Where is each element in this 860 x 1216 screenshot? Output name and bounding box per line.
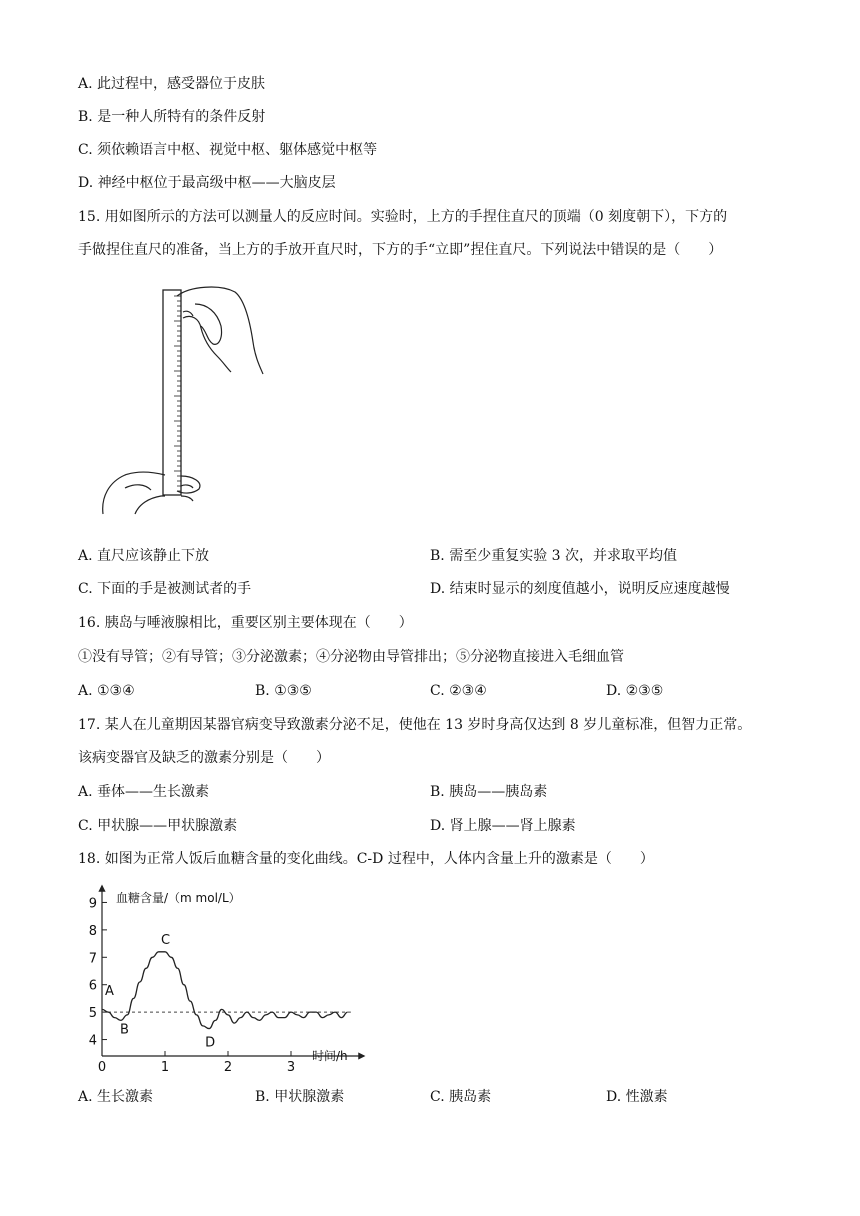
q15-option-c: C. 下面的手是被测试者的手 [78, 581, 252, 597]
q16-option-a: A. ①③④ [78, 683, 135, 699]
q18-option-d: D. 性激素 [606, 1089, 668, 1105]
x-tick-label: 1 [160, 1060, 170, 1075]
q17-option-b: B. 胰岛——胰岛素 [430, 784, 548, 800]
q18-option-c: C. 胰岛素 [430, 1089, 492, 1105]
x-tick-label: 0 [97, 1060, 107, 1075]
q16-option-b: B. ①③⑤ [255, 683, 312, 699]
q15-stem-line1: 15. 用如图所示的方法可以测量人的反应时间。实验时，上方的手捏住直尺的顶端（0 刻度朝下），下方的 [78, 209, 728, 225]
q17-option-a: A. 垂体——生长激素 [78, 784, 210, 800]
q18-option-b: B. 甲状腺激素 [255, 1089, 345, 1105]
y-tick-label: 7 [88, 951, 97, 967]
q18-option-a: A. 生长激素 [78, 1089, 154, 1105]
point-label-d: D [205, 1035, 216, 1051]
q14-option-b: B. 是一种人所特有的条件反射 [78, 109, 266, 125]
y-axis-title: 血糖含量/（m mol/L） [116, 891, 241, 905]
q15-option-b: B. 需至少重复实验 3 次，并求取平均值 [430, 548, 677, 564]
q15-stem-line2: 手做捏住直尺的准备，当上方的手放开直尺时，下方的手“立即”捏住直尺。下列说法中错误的是（ ） [78, 242, 723, 258]
y-tick-label: 9 [88, 896, 97, 912]
q14-option-a: A. 此过程中，感受器位于皮肤 [78, 76, 266, 92]
point-label-c: C [161, 932, 171, 948]
q15-option-d: D. 结束时显示的刻度值越小，说明反应速度越慢 [430, 581, 730, 597]
q18-stem: 18. 如图为正常人饭后血糖含量的变化曲线。C-D 过程中，人体内含量上升的激素是（ ） [78, 851, 654, 867]
y-tick-label: 8 [88, 923, 97, 939]
lower-hand [103, 472, 200, 514]
point-label-b: B [120, 1022, 129, 1038]
q17-stem-line1: 17. 某人在儿童期因某器官病变导致激素分泌不足，使他在 13 岁时身高仅达到 8 岁儿童标准，但智力正常。 [78, 717, 752, 733]
q15-option-a: A. 直尺应该静止下放 [78, 548, 210, 564]
q16-items: ①没有导管；②有导管；③分泌激素；④分泌物由导管排出；⑤分泌物直接进入毛细血管 [78, 649, 624, 665]
q17-stem-line2: 该病变器官及缺乏的激素分别是（ ） [78, 750, 330, 766]
q17-option-d: D. 肾上腺——肾上腺素 [430, 818, 576, 834]
x-tick-label: 3 [286, 1060, 296, 1075]
y-tick-label: 4 [88, 1033, 97, 1049]
point-label-a: A [105, 984, 114, 1000]
q17-option-c: C. 甲状腺——甲状腺激素 [78, 818, 238, 834]
y-tick-label: 5 [88, 1006, 97, 1022]
y-tick-label: 6 [88, 978, 97, 994]
blood-sugar-curve [102, 952, 348, 1029]
q14-option-d: D. 神经中枢位于最高级中枢——大脑皮层 [78, 175, 336, 191]
q16-option-c: C. ②③④ [430, 683, 487, 699]
x-tick-label: 2 [223, 1060, 233, 1075]
q16-stem: 16. 胰岛与唾液腺相比，重要区别主要体现在（ ） [78, 615, 413, 631]
blood-sugar-chart [80, 880, 370, 1075]
q16-option-d: D. ②③⑤ [606, 683, 664, 699]
q14-option-c: C. 须依赖语言中枢、视觉中枢、躯体感觉中枢等 [78, 142, 378, 158]
ruler-reaction-figure [95, 282, 275, 522]
upper-hand [177, 287, 263, 374]
x-axis-title: 时间/h [312, 1049, 348, 1063]
